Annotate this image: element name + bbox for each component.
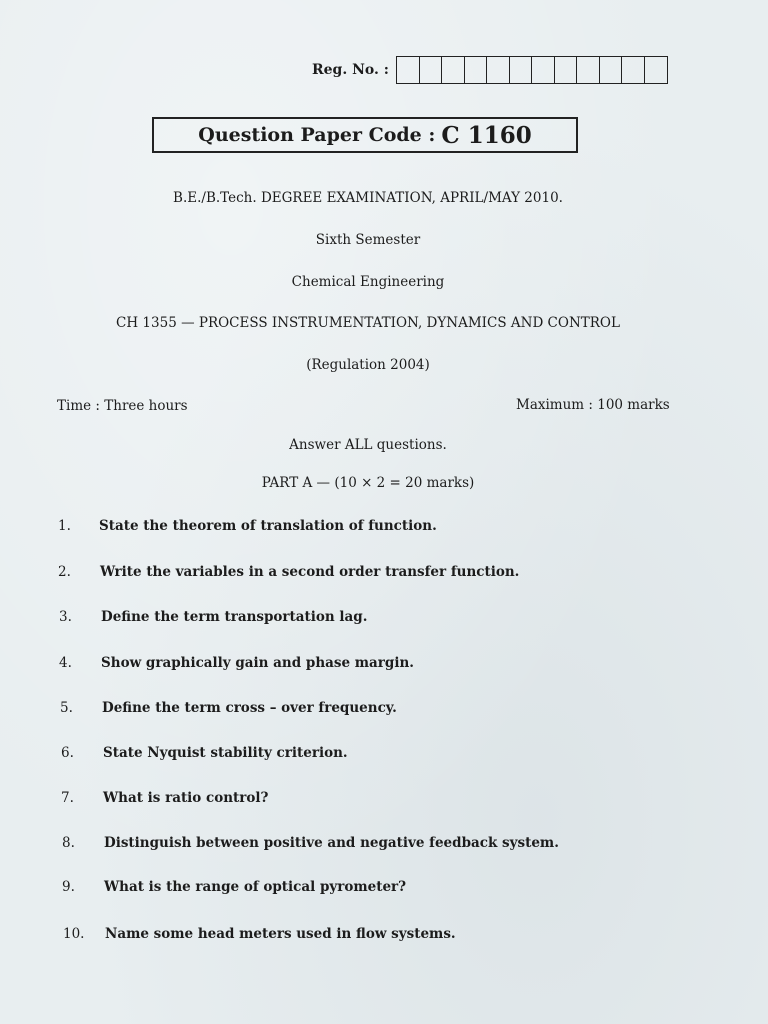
question-number: 9. xyxy=(62,879,75,895)
reg-no-digit-box xyxy=(600,57,623,83)
exam-semester: Sixth Semester xyxy=(315,232,421,248)
question-number: 10. xyxy=(63,926,85,942)
question-paper-code-label: Question Paper Code : xyxy=(198,124,436,146)
exam-department: Chemical Engineering xyxy=(291,274,445,290)
exam-instruction: Answer ALL questions. xyxy=(289,437,447,453)
reg-no-digit-box xyxy=(420,57,443,83)
reg-no-digit-box xyxy=(577,57,600,83)
exam-duration: Time : Three hours xyxy=(57,398,188,414)
exam-course: CH 1355 — PROCESS INSTRUMENTATION, DYNAMICS AND CONTROL xyxy=(116,315,620,331)
question-text: What is ratio control? xyxy=(103,790,269,806)
question-number: 4. xyxy=(59,655,72,671)
reg-no-digit-box xyxy=(487,57,510,83)
reg-no-digit-box xyxy=(532,57,555,83)
question-text: Show graphically gain and phase margin. xyxy=(101,655,414,671)
question-paper-code-box xyxy=(152,117,578,153)
exam-max-marks: Maximum : 100 marks xyxy=(516,397,670,413)
question-text: Define the term cross – over frequency. xyxy=(102,700,397,716)
question-number: 5. xyxy=(60,700,73,716)
question-paper-code-value: C 1160 xyxy=(441,121,532,149)
reg-no-digit-box xyxy=(397,57,420,83)
question-number: 3. xyxy=(59,609,72,625)
reg-no-label: Reg. No. : xyxy=(312,62,389,78)
question-text: Distinguish between positive and negative feedback system. xyxy=(104,835,559,851)
reg-no-digit-box xyxy=(555,57,578,83)
reg-no-digit-box xyxy=(465,57,488,83)
question-text: Write the variables in a second order transfer function. xyxy=(100,564,520,580)
reg-no-digit-box xyxy=(622,57,645,83)
question-text: State Nyquist stability criterion. xyxy=(103,745,348,761)
exam-regulation: (Regulation 2004) xyxy=(306,357,430,373)
question-text: Define the term transportation lag. xyxy=(101,609,368,625)
question-text: What is the range of optical pyrometer? xyxy=(104,879,407,895)
question-number: 1. xyxy=(58,518,71,534)
question-number: 7. xyxy=(61,790,74,806)
reg-no-digit-box xyxy=(645,57,668,83)
reg-no-digit-box xyxy=(510,57,533,83)
part-a-heading: PART A — (10 × 2 = 20 marks) xyxy=(261,475,475,491)
question-number: 2. xyxy=(58,564,71,580)
question-number: 8. xyxy=(62,835,75,851)
question-number: 6. xyxy=(61,745,74,761)
reg-no-digit-box xyxy=(442,57,465,83)
exam-degree: B.E./B.Tech. DEGREE EXAMINATION, APRIL/MAY 2010. xyxy=(173,190,563,206)
question-text: Name some head meters used in flow systems. xyxy=(105,926,456,942)
reg-no-boxes xyxy=(396,56,668,84)
question-text: State the theorem of translation of function. xyxy=(99,518,437,534)
